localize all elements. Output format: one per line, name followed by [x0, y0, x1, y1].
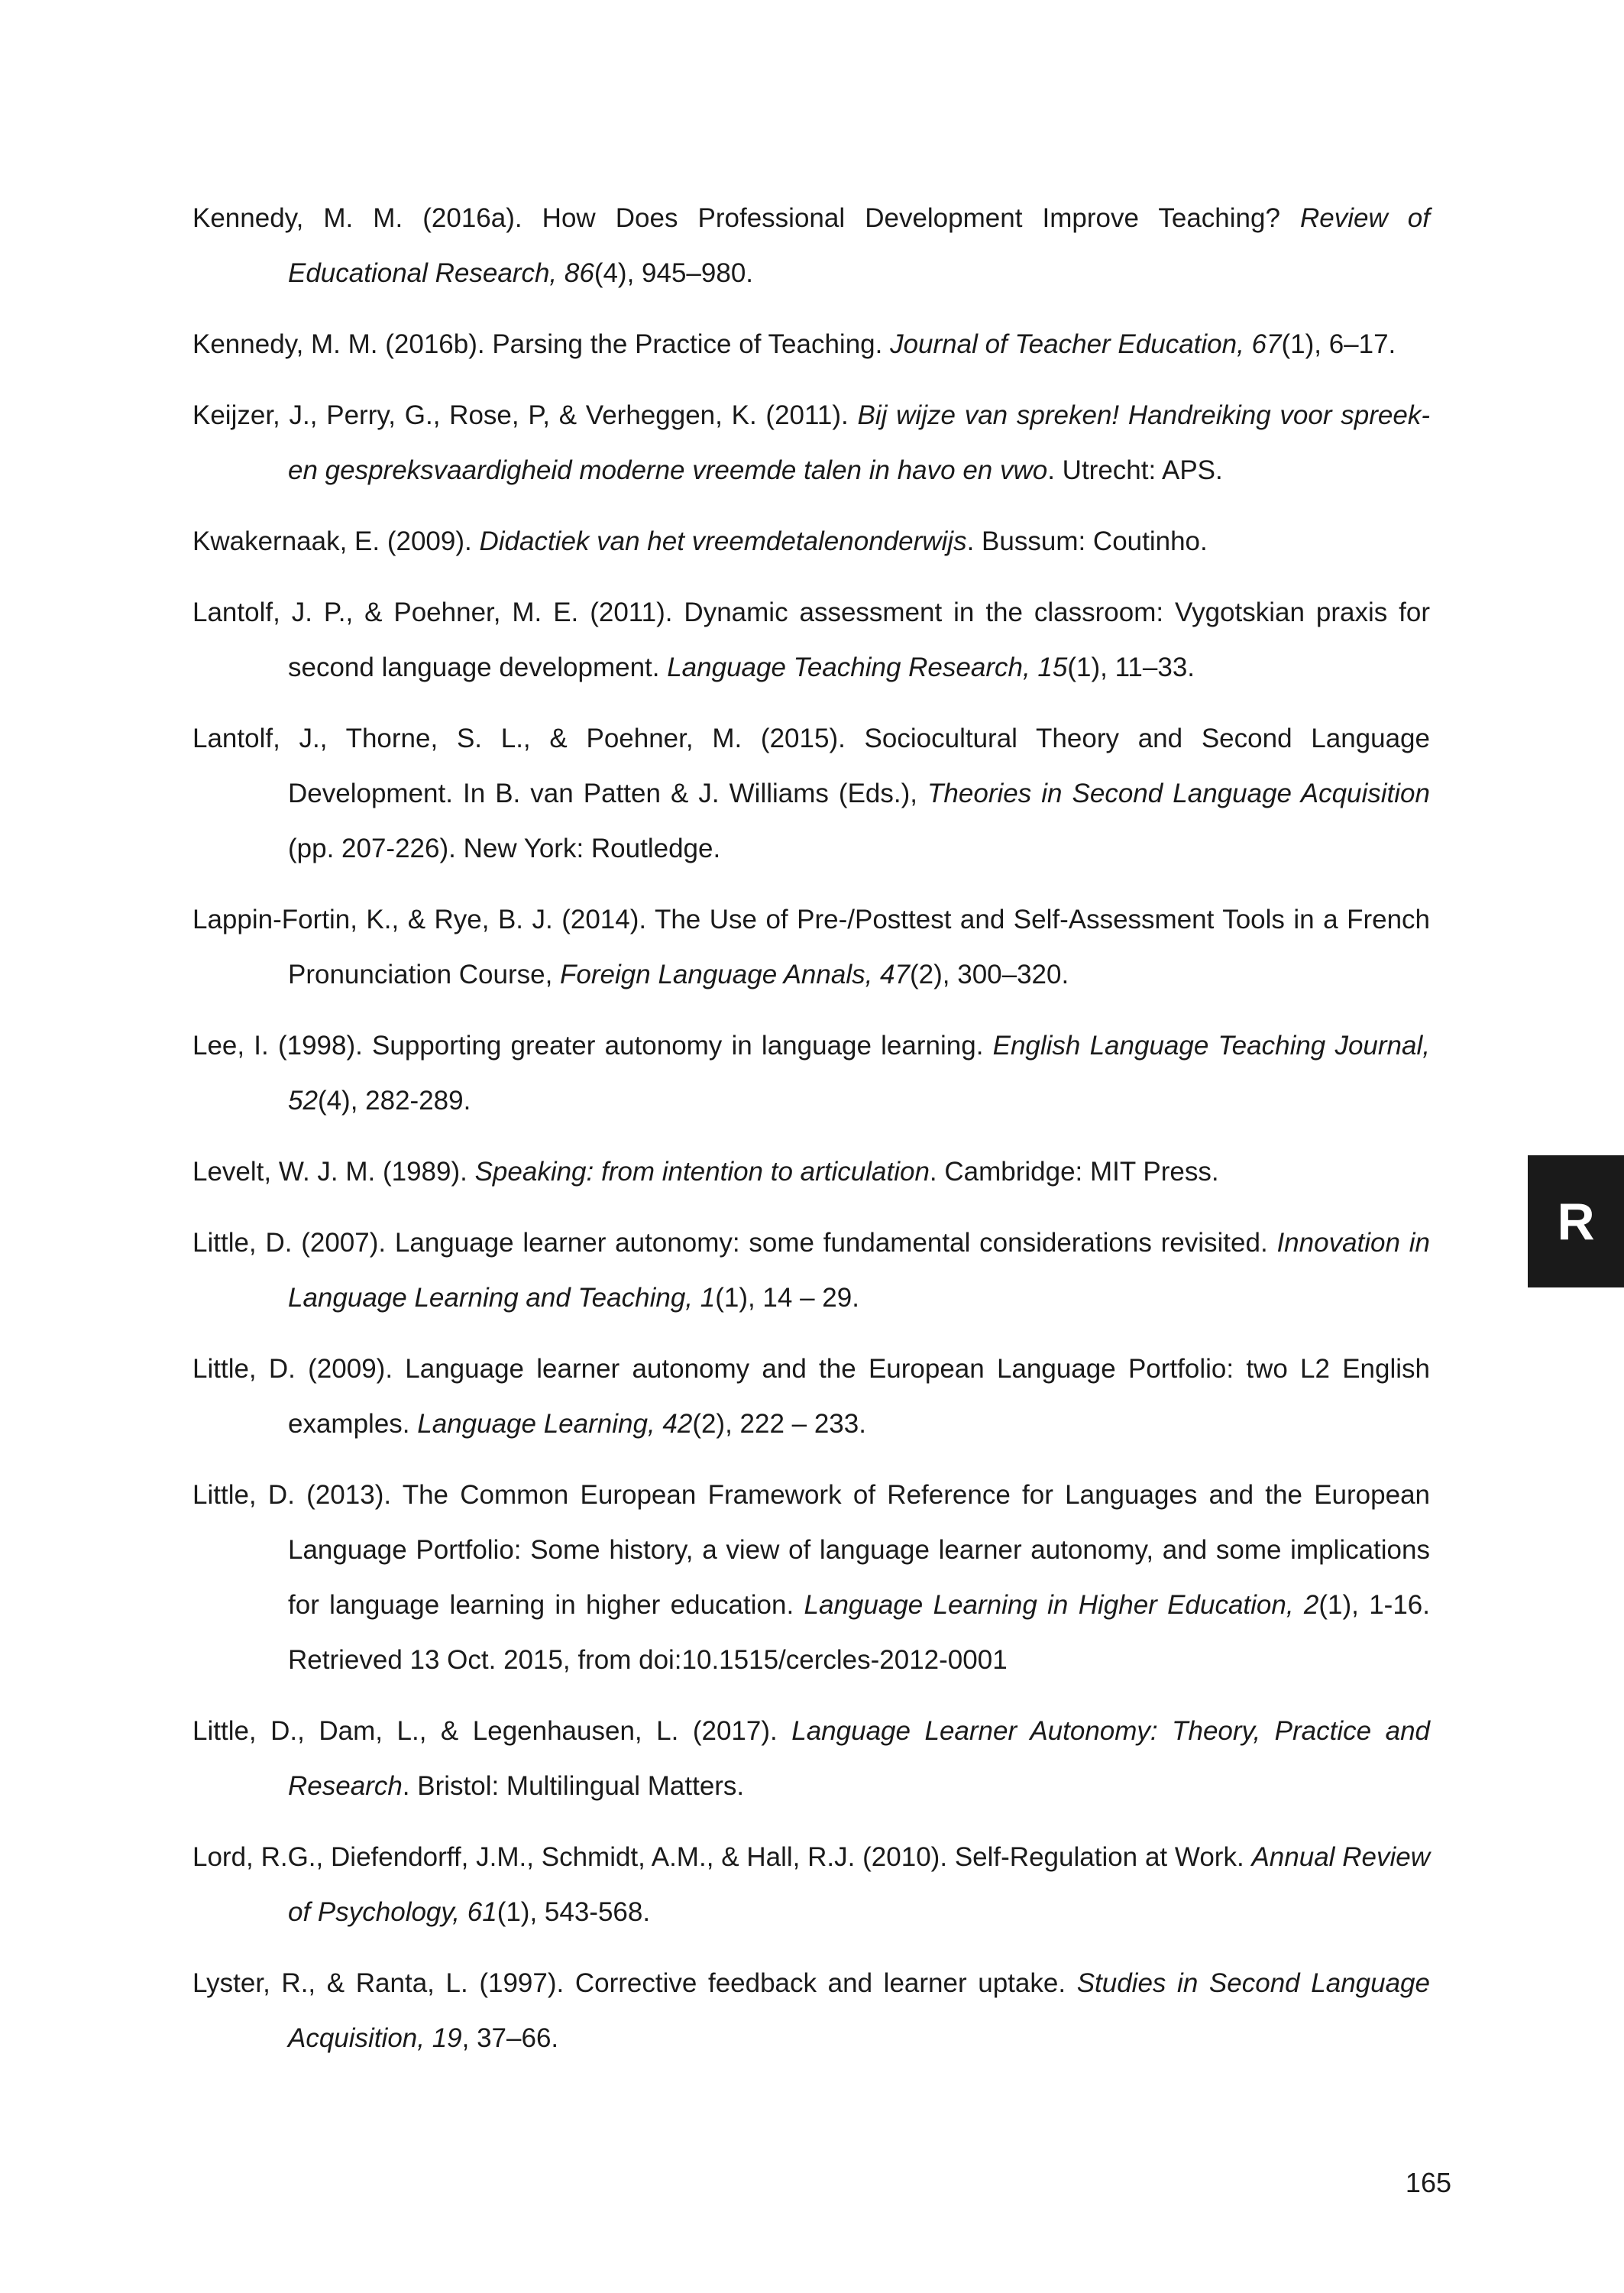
reference-source-title: English Language Teaching Journal, 52 [288, 1031, 1430, 1116]
reference-source-title: Review of Educational Research, 86 [288, 203, 1430, 288]
reference-source-title: Language Learning, 42 [417, 1409, 693, 1439]
reference-entry [192, 388, 1430, 498]
reference-text: Little, D. (2013). The Common European Framework of Reference for Languages and the European Language Portfolio: Some history, a view of language learner autonomy, and some implications for language learning in higher education. [192, 1480, 1430, 1620]
reference-entry [192, 1468, 1430, 1688]
reference-text: , 37–66. [461, 2023, 559, 2053]
reference-text: Lantolf, J. P., & Poehner, M. E. (2011). Dynamic assessment in the classroom: Vygotskian praxis for second language development. [192, 598, 1430, 682]
reference-source-title: Speaking: from intention to articulation [474, 1157, 930, 1187]
reference-text: . Bussum: Coutinho. [966, 526, 1208, 556]
reference-text: (4), 282-289. [317, 1086, 471, 1116]
reference-list [192, 191, 1430, 2082]
reference-text: Lord, R.G., Diefendorff, J.M., Schmidt, A.M., & Hall, R.J. (2010). Self-Regulation at Work. [192, 1842, 1252, 1872]
reference-entry [192, 317, 1430, 372]
reference-source-title: Bij wijze van spreken! Handreiking voor spreek- en gespreksvaardigheid moderne vreemde talen in havo en vwo [288, 400, 1430, 485]
reference-source-title: Language Teaching Research, 15 [667, 653, 1068, 682]
reference-text: . Utrecht: APS. [1047, 455, 1223, 485]
reference-entry [192, 892, 1430, 1002]
reference-entry [192, 711, 1430, 876]
reference-entry [192, 585, 1430, 695]
reference-text: (1), 14 – 29. [715, 1283, 859, 1313]
reference-text: Kennedy, M. M. (2016a). How Does Professional Development Improve Teaching? [192, 203, 1300, 233]
reference-entry [192, 1145, 1430, 1200]
reference-source-title: Annual Review of Psychology, 61 [288, 1842, 1430, 1927]
reference-text: Levelt, W. J. M. (1989). [192, 1157, 475, 1187]
reference-entry [192, 1216, 1430, 1326]
reference-source-title: Innovation in Language Learning and Teaching, 1 [288, 1228, 1430, 1313]
reference-text: Little, D., Dam, L., & Legenhausen, L. (2017). [192, 1716, 792, 1746]
reference-text: (2), 300–320. [910, 960, 1069, 989]
reference-source-title: Foreign Language Annals, 47 [560, 960, 910, 989]
reference-entry [192, 514, 1430, 569]
reference-text: Lee, I. (1998). Supporting greater autonomy in language learning. [192, 1031, 993, 1061]
reference-source-title: Didactiek van het vreemdetalenonderwijs [479, 526, 967, 556]
page-number: 165 [1405, 2167, 1451, 2198]
reference-text: Lappin-Fortin, K., & Rye, B. J. (2014). The Use of Pre-/Posttest and Self-Assessment Tools in a French Pronunciation Course, [192, 905, 1430, 989]
reference-entry [192, 1019, 1430, 1129]
reference-entry [192, 1704, 1430, 1814]
reference-text: Lyster, R., & Ranta, L. (1997). Corrective feedback and learner uptake. [192, 1968, 1077, 1998]
reference-source-title: Language Learning in Higher Education, 2 [804, 1590, 1319, 1620]
reference-source-title: Theories in Second Language Acquisition [927, 779, 1430, 808]
reference-entry [192, 1956, 1430, 2066]
reference-text: . Cambridge: MIT Press. [929, 1157, 1219, 1187]
reference-source-title: Studies in Second Language Acquisition, 19 [288, 1968, 1430, 2053]
reference-entry [192, 1830, 1430, 1940]
reference-entry [192, 191, 1430, 301]
reference-source-title: Journal of Teacher Education, 67 [890, 329, 1282, 359]
reference-text: . Bristol: Multilingual Matters. [402, 1771, 745, 1801]
reference-text: (1), 11–33. [1067, 653, 1195, 682]
reference-text: Keijzer, J., Perry, G., Rose, P, & Verheggen, K. (2011). [192, 400, 858, 430]
reference-text: (2), 222 – 233. [692, 1409, 866, 1439]
section-tab [1528, 1155, 1624, 1287]
reference-text: Kwakernaak, E. (2009). [192, 526, 480, 556]
reference-entry [192, 1342, 1430, 1452]
reference-text: (1), 6–17. [1281, 329, 1396, 359]
section-tab-letter: R [1557, 1192, 1595, 1251]
reference-text: Little, D. (2009). Language learner autonomy and the European Language Portfolio: two L2 English examples. [192, 1354, 1430, 1439]
reference-text: Kennedy, M. M. (2016b). Parsing the Practice of Teaching. [192, 329, 891, 359]
reference-text: (1), 543-568. [497, 1897, 651, 1927]
reference-text: (4), 945–980. [594, 258, 754, 288]
reference-source-title: Language Learner Autonomy: Theory, Practice and Research [288, 1716, 1431, 1801]
reference-text: (pp. 207-226). New York: Routledge. [288, 834, 721, 863]
reference-text: Little, D. (2007). Language learner autonomy: some fundamental considerations revisited. [192, 1228, 1277, 1258]
reference-text: (1), 1-16. Retrieved 13 Oct. 2015, from doi:10.1515/cercles-2012-0001 [288, 1590, 1430, 1675]
reference-text: Lantolf, J., Thorne, S. L., & Poehner, M. (2015). Sociocultural Theory and Second Language Development. In B. van Patten & J. Williams (Eds.), [192, 724, 1430, 808]
